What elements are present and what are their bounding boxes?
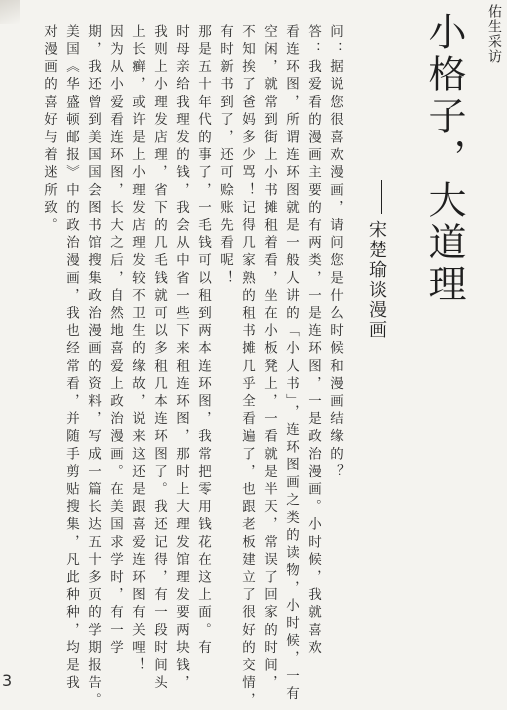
body-column: 对漫画的喜好与着迷所致。 xyxy=(41,24,57,236)
body-column: 不知挨了爸妈多少骂！记得几家熟的租书摊几乎全看遍了，也跟老板建立了很好的交情， xyxy=(239,24,255,710)
body-column: 答：我爱看的漫画主要的有两类，一是连环图，一是政治漫画。小时候，我就喜欢 xyxy=(305,24,321,658)
body-column: 因为从小爱看连环图，长大之后，自然地喜爱上政治漫画。在美国求学时，有一学 xyxy=(107,24,123,658)
section-label: 佑生采访 xyxy=(486,4,502,64)
body-column: 时母亲给我理发的钱，我会从中省一些下来租连环图，那时上大理发馆理发要两块钱， xyxy=(173,24,189,693)
body-column: 有时新书到了，还可赊账先看呢！ xyxy=(217,24,233,288)
body-column: 问：据说您很喜欢漫画，请问您是什么时候和漫画结缘的？ xyxy=(327,24,343,482)
body-column: 空闲，就常到街上小书摊租着看，坐在小板凳上，一看就是半天，常误了回家的时间， xyxy=(261,24,277,693)
body-column: 上长癣，或许是上小理发店理发较不卫生的缘故，说来这还是跟喜爱连环图有关哩！ xyxy=(129,24,145,676)
byline-text: 宋楚瑜谈漫画 xyxy=(366,220,387,340)
byline-dash xyxy=(381,180,382,214)
body-column: 美国《华盛顿邮报》中的政治漫画，我也经常看，并随手剪贴搜集，凡此种种，均是我 xyxy=(63,24,79,693)
article-title: 小格子，大道理 xyxy=(422,12,466,306)
corner-shadow xyxy=(0,0,20,24)
body-column: 那是五十年代的事了，一毛钱可以租到两本连环图，我常把零用钱花在这上面。有 xyxy=(195,24,211,658)
body-column: 期，我还曾到美国国会图书馆搜集政治漫画的资料，写成一篇长达五十多页的学期报告。 xyxy=(85,24,101,710)
page-number: 3 xyxy=(2,671,13,690)
body-column: 我则上小理发店理，省下的几毛钱就可以多租几本连环图了。我还记得，有一段时间头 xyxy=(151,24,167,693)
body-column: 看连环图，所谓连环图就是一般人讲的「小人书」，连环图画之类的读物，小时候，一有 xyxy=(283,24,299,704)
byline xyxy=(367,180,385,340)
